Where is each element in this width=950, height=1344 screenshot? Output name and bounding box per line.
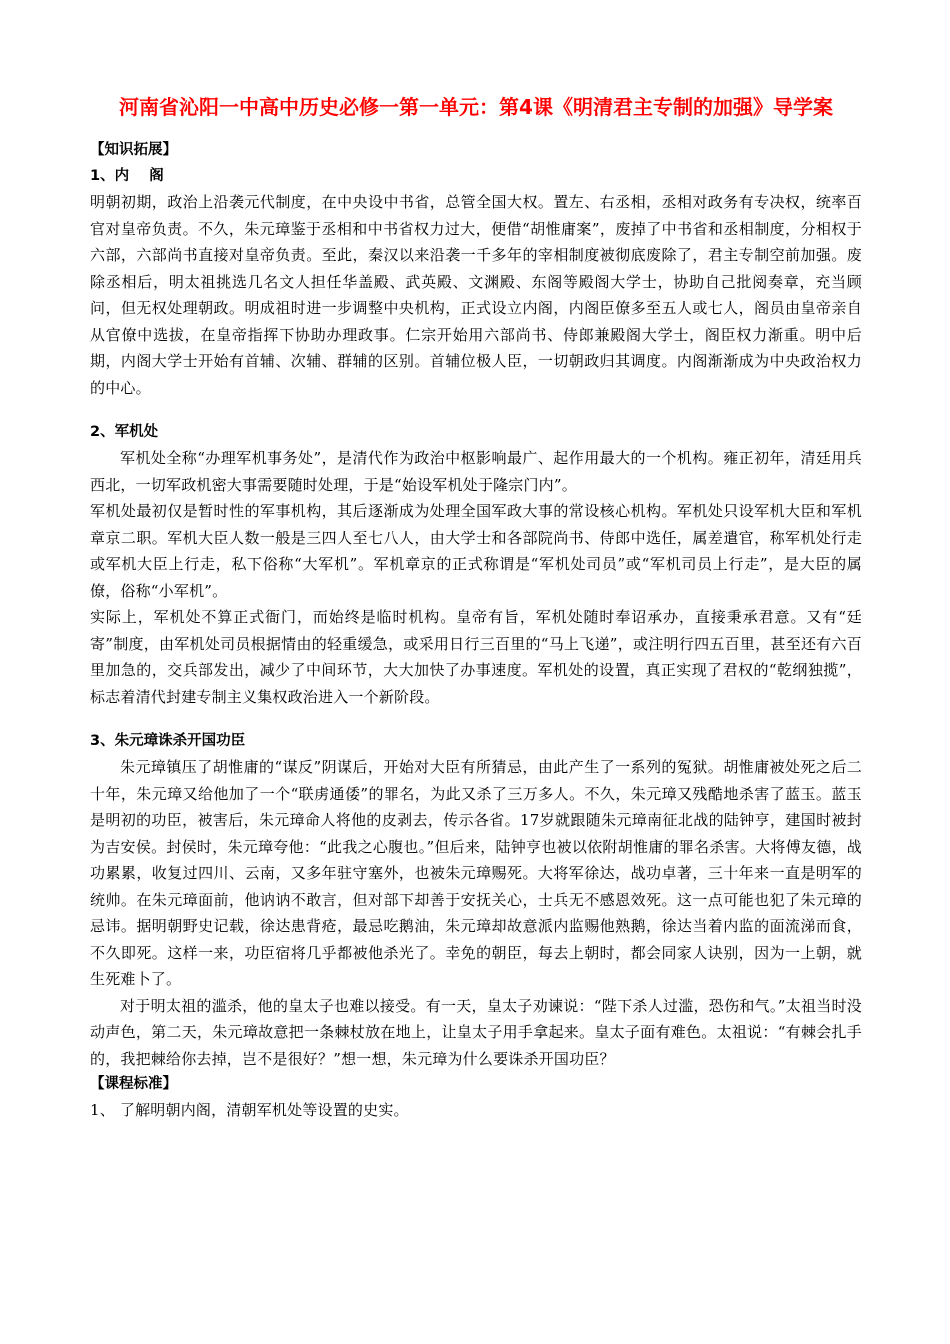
subsection-1-paragraph: 明朝初期，政治上沿袭元代制度，在中央设中书省，总管全国大权。置左、右丞相，丞相对政务有专决权，统率百官对皇帝负责。不久，朱元璋鉴于丞相和中书省权力过大，便借“胡惟庸案”，废掉了中书省和丞相制度，分相权于六部，六部尚书直接对皇帝负责。至此，秦汉以来沿袭一千多年的宰相制度被彻底废除了，君主专制空前加强。废除丞相后，明太祖挑选几名文人担任华盖殿、武英殿、文渊殿、东阁等殿阁大学士，协助自己批阅奏章，充当顾问，但无权处理朝政。明成祖时进一步调整中央机构，正式设立内阁，内阁臣僚多至五人或七人，阁员由皇帝亲自从官僚中选拔，在皇帝指挥下协助办理政事。仁宗开始用六部尚书、侍郎兼殿阁大学士，阁臣权力渐重。明中后期，内阁大学士开始有首辅、次辅、群辅的区别。首辅位极人臣，一切朝政归其调度。内阁渐渐成为中央政治权力的中心。 <box>90 193 862 397</box>
spacer <box>90 401 862 419</box>
document-page <box>90 95 862 1124</box>
subsection-1-heading: 1、内 阁 <box>90 168 164 184</box>
subsection-2-paragraph-1: 军机处全称“办理军机事务处”，是清代作为政治中枢影响最广、起作用最大的一个机构。雍正初年，清廷用兵西北，一切军政机密大事需要随时处理，于是“始设军机处于隆宗门内”。 <box>90 449 862 494</box>
standard-item-1: 1、 了解明朝内阁，清朝军机处等设置的史实。 <box>90 1101 409 1119</box>
spacer <box>90 710 862 728</box>
section-standard-heading: 【课程标准】 <box>90 1076 177 1092</box>
document-title: 河南省沁阳一中高中历史必修一第一单元：第4课《明清君主专制的加强》导学案 <box>119 95 833 119</box>
subsection-2-paragraph-3: 实际上，军机处不算正式衙门，而始终是临时机构。皇帝有旨，军机处随时奉诏承办，直接秉承君意。又有“廷寄”制度，由军机处司员根据情由的轻重缓急，或采用日行三百里的“马上飞递”，或注明行四五百里，甚至还有六百里加急的，交兵部发出，减少了中间环节，大大加快了办事速度。军机处的设置，真正实现了君权的“乾纲独揽”，标志着清代封建专制主义集权政治进入一个新阶段。 <box>90 608 862 706</box>
section-knowledge-heading: 【知识拓展】 <box>90 142 177 158</box>
subsection-2-heading: 2、军机处 <box>90 424 159 440</box>
subsection-3-paragraph-2: 对于明太祖的滥杀，他的皇太子也难以接受。有一天，皇太子劝谏说：“陛下杀人过滥，恐伤和气。”太祖当时没动声色，第二天，朱元璋故意把一条棘杖放在地上，让皇太子用手拿起来。皇太子面有难色。太祖说：“有棘会扎手的，我把棘给你去掉，岂不是很好？”想一想，朱元璋为什么要诛杀开国功臣？ <box>90 996 862 1068</box>
subsection-3-paragraph-1: 朱元璋镇压了胡惟庸的“谋反”阴谋后，开始对大臣有所猜忌，由此产生了一系列的冤狱。胡惟庸被处死之后二十年，朱元璋又给他加了一个“联虏通倭”的罪名，为此又杀了三万多人。不久，朱元璋又残酷地杀害了蓝玉。蓝玉是明初的功臣，被害后，朱元璋命人将他的皮剥去，传示各省。17岁就跟随朱元璋南征北战的陆钟亨，建国时被封为吉安侯。封侯时，朱元璋夸他：“此我之心腹也。”但后来，陆钟亨也被以依附胡惟庸的罪名杀害。大将傅友德，战功累累，收复过四川、云南，又多年驻守塞外，也被朱元璋赐死。大将军徐达，战功卓著，三十年来一直是明军的统帅。在朱元璋面前，他讷讷不敢言，但对部下却善于安抚关心，士兵无不感恩效死。这一点可能也犯了朱元璋的忌讳。据明朝野史记载，徐达患背疮，最忌吃鹅油，朱元璋却故意派内监赐他熟鹅，徐达当着内监的面流涕而食，不久即死。这样一来，功臣宿将几乎都被他杀光了。幸免的朝臣，每去上朝时，都会同家人诀别，因为一上朝，就生死难卜了。 <box>90 758 862 988</box>
subsection-3-heading: 3、朱元璋诛杀开国功臣 <box>90 733 246 749</box>
subsection-2-paragraph-2: 军机处最初仅是暂时性的军事机构，其后逐渐成为处理全国军政大事的常设核心机构。军机处只设军机大臣和军机章京二职。军机大臣人数一般是三四人至七八人，由大学士和各部院尚书、侍郎中选任，属差遣官，称军机处行走或军机大臣上行走，私下俗称“大军机”。军机章京的正式称谓是“军机处司员”或“军机司员上行走”，是大臣的属僚，俗称“小军机”。 <box>90 502 862 600</box>
